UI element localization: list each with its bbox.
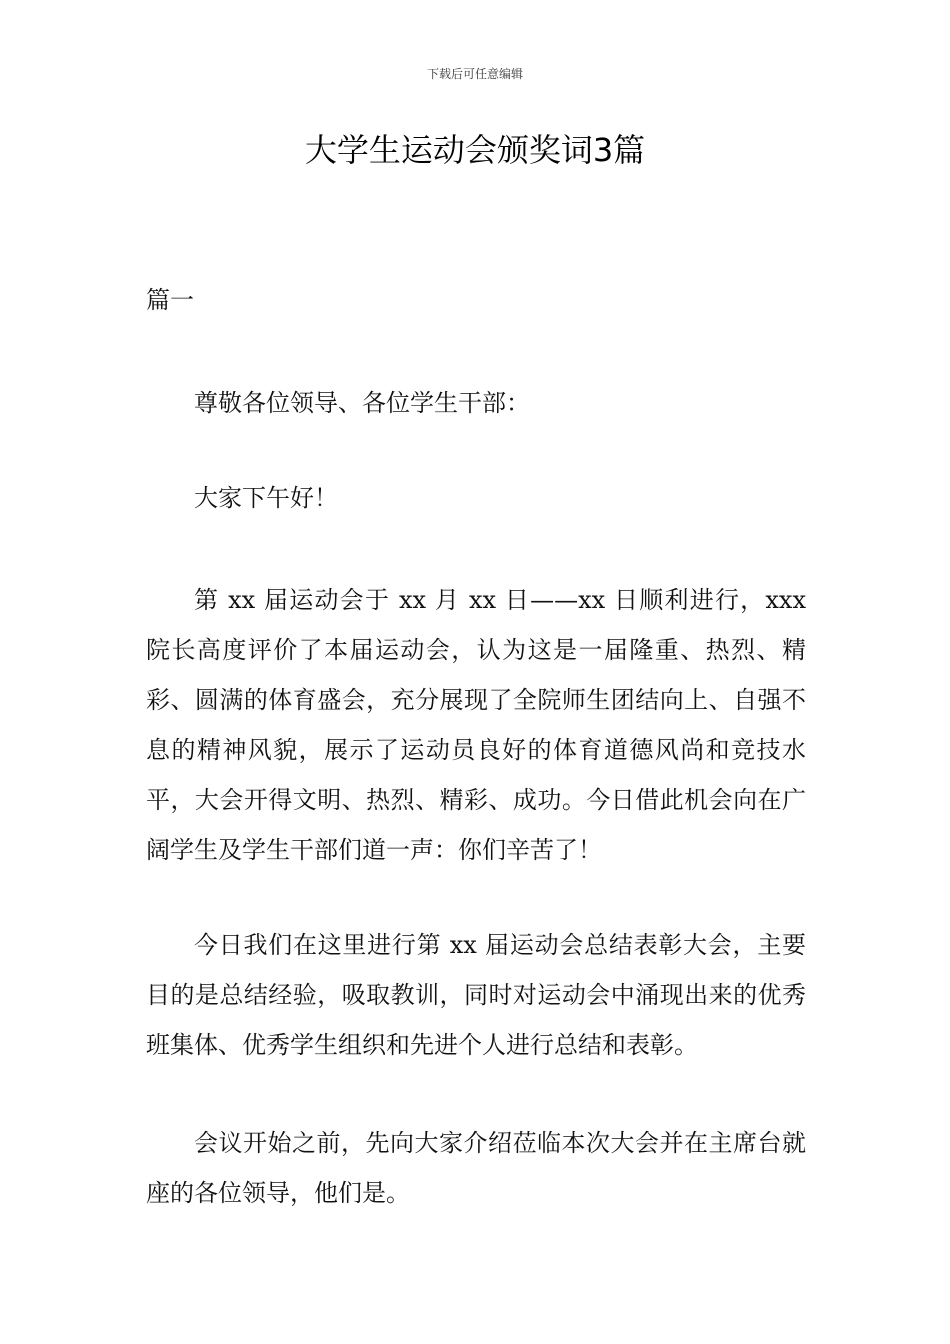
- paragraph-greeting: 大家下午好！: [194, 484, 338, 512]
- paragraph-salutation: 尊敬各位领导、各位学生干部：: [194, 389, 530, 417]
- section-label: 篇一: [146, 286, 194, 314]
- paragraph-body-1: 第 xx 届运动会于 xx 月 xx 日——xx 日顺利进行，xxx 院长高度评价了本届运动会，认为这是一届隆重、热烈、精彩、圆满的体育盛会，充分展现了全院师生团结向上、自强不息的精神风貌，展示了运动员良好的体育道德风尚和竞技水平，大会开得文明、热烈、精彩、成功。今日借此机会向在广阔学生及学生干部们道一声：你们辛苦了！: [146, 586, 806, 864]
- paragraph-body-3: 会议开始之前，先向大家介绍莅临本次大会并在主席台就座的各位领导，他们是。: [146, 1129, 806, 1207]
- header-note: 下载后可任意编辑: [426, 67, 523, 81]
- document-title: 大学生运动会颁奖词3篇: [304, 131, 646, 169]
- paragraph-body-2: 今日我们在这里进行第 xx 届运动会总结表彰大会，主要目的是总结经验，吸取教训，同时对运动会中涌现出来的优秀班集体、优秀学生组织和先进个人进行总结和表彰。: [146, 931, 806, 1059]
